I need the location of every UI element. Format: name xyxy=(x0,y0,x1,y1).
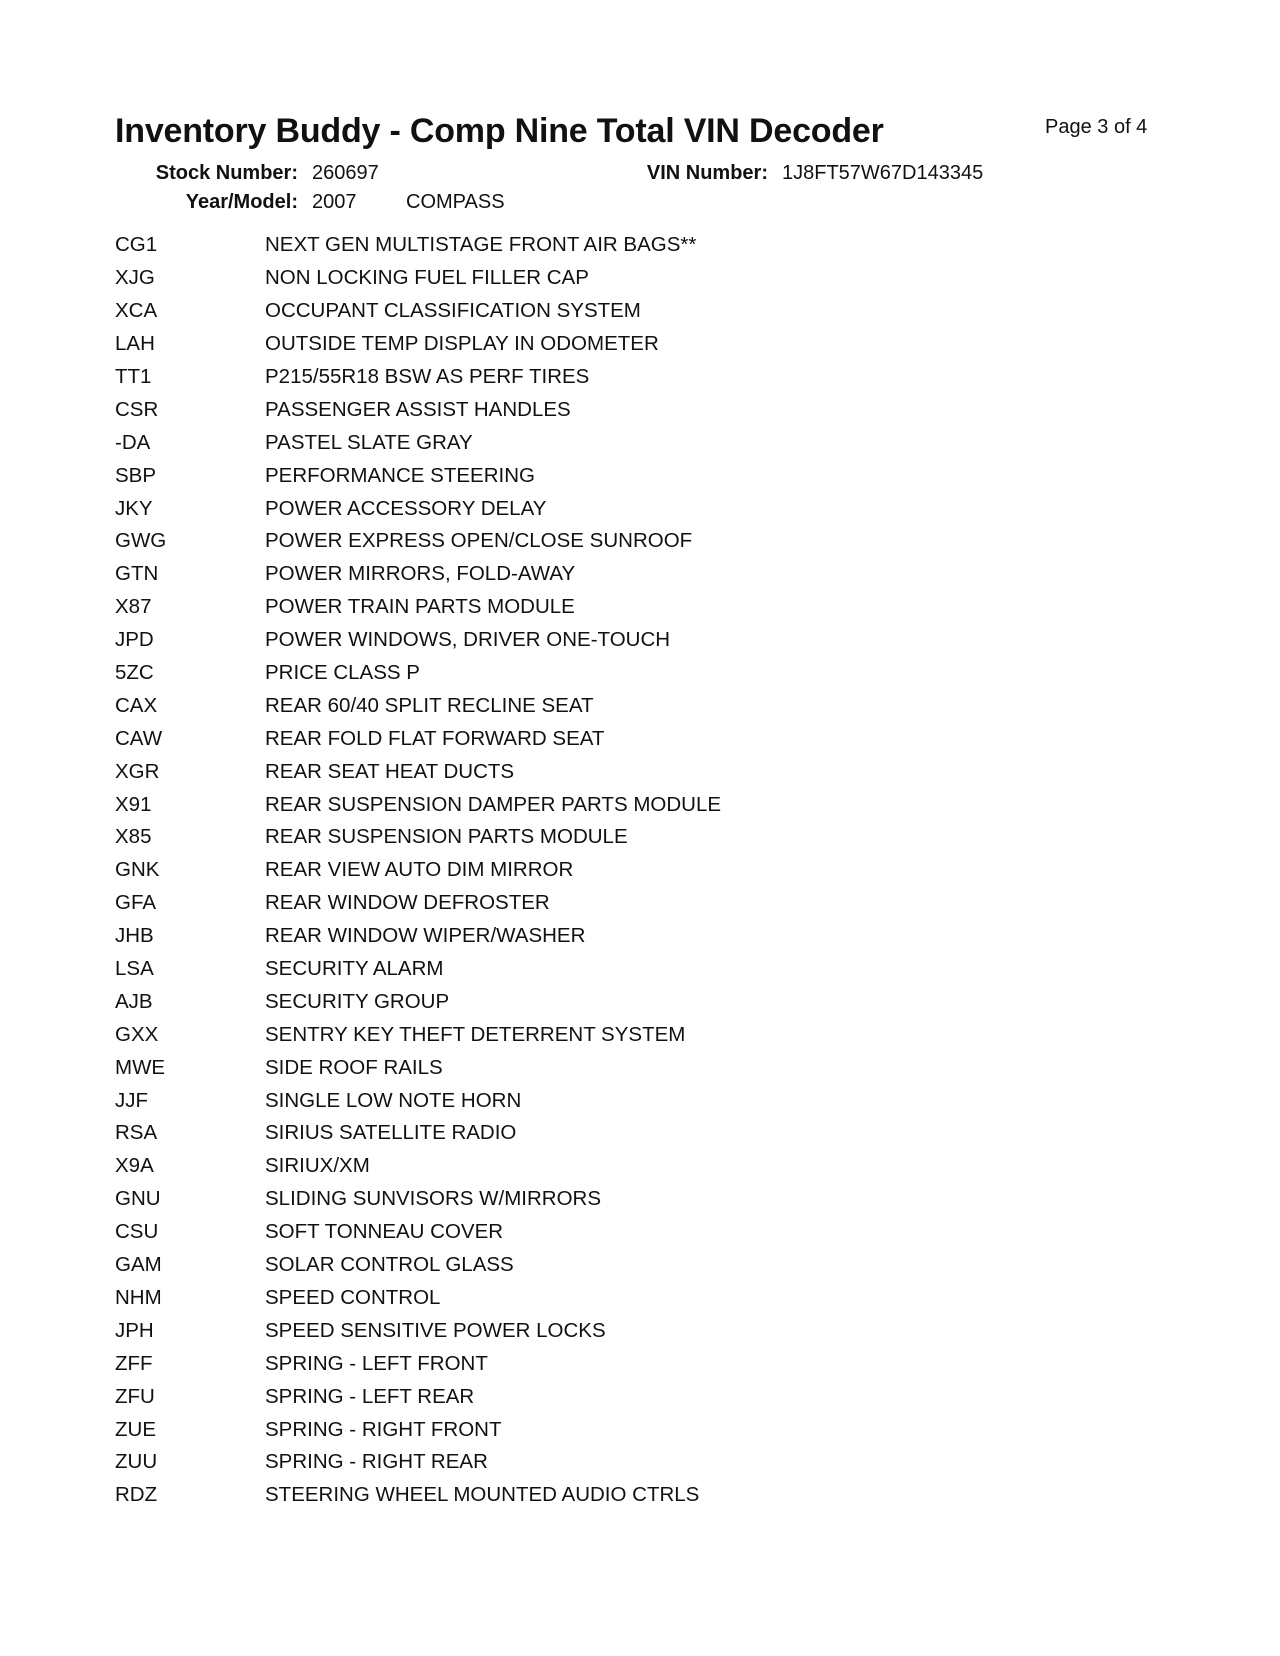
option-code: ZFF xyxy=(115,1351,153,1375)
document-title: Inventory Buddy - Comp Nine Total VIN Decoder xyxy=(115,112,884,150)
year-model-label-text: Year/Model: xyxy=(185,191,298,213)
option-description: SOFT TONNEAU COVER xyxy=(265,1220,504,1244)
option-code: X9A xyxy=(115,1154,154,1178)
option-description: SIDE ROOF RAILS xyxy=(265,1055,443,1079)
option-row xyxy=(115,1216,1015,1249)
option-code: SBP xyxy=(115,463,157,487)
option-code: X85 xyxy=(115,825,152,849)
option-row xyxy=(115,295,1015,328)
option-row xyxy=(115,755,1015,788)
option-description: POWER MIRRORS, FOLD-AWAY xyxy=(265,562,576,586)
option-code: GFA xyxy=(115,891,157,915)
option-row xyxy=(115,1380,1015,1413)
option-row xyxy=(115,1479,1015,1512)
option-code: RSA xyxy=(115,1121,158,1145)
option-code: JJF xyxy=(115,1088,149,1112)
option-description: SPRING - RIGHT FRONT xyxy=(265,1417,502,1441)
option-code: XGR xyxy=(115,759,160,783)
option-description: PASSENGER ASSIST HANDLES xyxy=(265,397,571,421)
option-row xyxy=(115,229,1015,262)
option-code: AJB xyxy=(115,989,153,1013)
option-row xyxy=(115,1018,1015,1051)
year-value: 2007 xyxy=(312,191,357,213)
option-row xyxy=(115,1051,1015,1084)
option-code: CG1 xyxy=(115,233,158,257)
option-code: GWG xyxy=(115,529,167,553)
option-description: REAR 60/40 SPLIT RECLINE SEAT xyxy=(265,693,594,717)
option-description: SPRING - RIGHT REAR xyxy=(265,1450,488,1474)
option-description: PASTEL SLATE GRAY xyxy=(265,430,473,454)
option-code: GAM xyxy=(115,1253,162,1277)
option-row xyxy=(115,262,1015,295)
option-row xyxy=(115,426,1015,459)
option-row xyxy=(115,1446,1015,1479)
option-code: ZUU xyxy=(115,1450,158,1474)
option-description: SOLAR CONTROL GLASS xyxy=(265,1253,514,1277)
stock-number-label xyxy=(156,162,298,185)
model-value: COMPASS xyxy=(406,191,505,213)
option-row xyxy=(115,525,1015,558)
option-code: ZFU xyxy=(115,1384,155,1408)
option-description: POWER ACCESSORY DELAY xyxy=(265,496,547,520)
option-code: -DA xyxy=(115,430,151,454)
option-row xyxy=(115,558,1015,591)
option-row xyxy=(115,1249,1015,1282)
option-code: X91 xyxy=(115,792,152,816)
option-code: GXX xyxy=(115,1022,159,1046)
option-description: SPEED SENSITIVE POWER LOCKS xyxy=(265,1318,606,1342)
option-row xyxy=(115,492,1015,525)
option-row xyxy=(115,657,1015,690)
option-description: PERFORMANCE STEERING xyxy=(265,463,535,487)
option-code: 5ZC xyxy=(115,661,154,685)
option-code: GNK xyxy=(115,858,160,882)
option-code: CSU xyxy=(115,1220,159,1244)
option-row xyxy=(115,1347,1015,1380)
option-row xyxy=(115,1084,1015,1117)
option-code: GNU xyxy=(115,1187,161,1211)
option-description: POWER EXPRESS OPEN/CLOSE SUNROOF xyxy=(265,529,693,553)
option-code: XJG xyxy=(115,266,155,290)
option-description: REAR VIEW AUTO DIM MIRROR xyxy=(265,858,574,882)
option-code: NHM xyxy=(115,1285,162,1309)
option-row xyxy=(115,985,1015,1018)
option-row xyxy=(115,821,1015,854)
option-row xyxy=(115,887,1015,920)
option-row xyxy=(115,854,1015,887)
option-code: CAW xyxy=(115,726,163,750)
option-row xyxy=(115,328,1015,361)
option-row xyxy=(115,920,1015,953)
option-description: OCCUPANT CLASSIFICATION SYSTEM xyxy=(265,299,641,323)
option-code: JPH xyxy=(115,1318,154,1342)
option-row xyxy=(115,1413,1015,1446)
option-row xyxy=(115,459,1015,492)
option-description: NEXT GEN MULTISTAGE FRONT AIR BAGS** xyxy=(265,233,697,257)
option-description: SIRIUX/XM xyxy=(265,1154,370,1178)
option-description: REAR SEAT HEAT DUCTS xyxy=(265,759,515,783)
option-row xyxy=(115,624,1015,657)
option-code: GTN xyxy=(115,562,159,586)
option-description: SECURITY ALARM xyxy=(265,957,444,981)
stock-number-value: 260697 xyxy=(312,162,379,184)
vin-number-label-text: VIN Number: xyxy=(646,162,768,184)
option-description: REAR WINDOW DEFROSTER xyxy=(265,891,550,915)
stock-number-label-text: Stock Number: xyxy=(155,162,298,184)
option-description: REAR FOLD FLAT FORWARD SEAT xyxy=(265,726,605,750)
option-description: SLIDING SUNVISORS W/MIRRORS xyxy=(265,1187,602,1211)
vin-number-label xyxy=(647,162,768,185)
option-row xyxy=(115,788,1015,821)
option-description: PRICE CLASS P xyxy=(265,661,420,685)
option-description: SINGLE LOW NOTE HORN xyxy=(265,1088,522,1112)
option-description: SPRING - LEFT REAR xyxy=(265,1384,475,1408)
option-row xyxy=(115,1282,1015,1315)
option-code: TT1 xyxy=(115,365,152,388)
option-code: JPD xyxy=(115,628,154,652)
option-description: SIRIUS SATELLITE RADIO xyxy=(265,1121,517,1145)
option-row xyxy=(115,689,1015,722)
vin-number-value: 1J8FT57W67D143345 xyxy=(782,162,984,184)
option-description: NON LOCKING FUEL FILLER CAP xyxy=(265,266,589,290)
option-row xyxy=(115,361,1015,394)
option-description: REAR SUSPENSION DAMPER PARTS MODULE xyxy=(265,792,722,816)
option-row xyxy=(115,722,1015,755)
option-code: JKY xyxy=(115,496,153,520)
option-description: SPEED CONTROL xyxy=(265,1285,441,1309)
year-model-label xyxy=(186,191,298,214)
option-row xyxy=(115,953,1015,986)
option-description: OUTSIDE TEMP DISPLAY IN ODOMETER xyxy=(265,332,659,356)
option-code: X87 xyxy=(115,595,152,619)
option-description: POWER WINDOWS, DRIVER ONE-TOUCH xyxy=(265,628,671,652)
option-row xyxy=(115,1183,1015,1216)
option-code: MWE xyxy=(115,1055,166,1079)
option-row xyxy=(115,1314,1015,1347)
option-description: SPRING - LEFT FRONT xyxy=(265,1351,488,1375)
page-number: Page 3 of 4 xyxy=(1045,116,1148,138)
option-description: REAR SUSPENSION PARTS MODULE xyxy=(265,825,628,849)
option-row xyxy=(115,1150,1015,1183)
option-description: POWER TRAIN PARTS MODULE xyxy=(265,595,575,619)
option-description: P215/55R18 BSW AS PERF TIRES xyxy=(265,365,590,388)
option-row xyxy=(115,1117,1015,1150)
option-code: XCA xyxy=(115,299,158,323)
option-code: LAH xyxy=(115,332,155,356)
option-code: CSR xyxy=(115,397,159,421)
option-description: STEERING WHEEL MOUNTED AUDIO CTRLS xyxy=(265,1483,700,1507)
option-code: CAX xyxy=(115,693,158,717)
option-code-list xyxy=(115,229,1015,1512)
option-description: SECURITY GROUP xyxy=(265,989,450,1013)
option-code: JHB xyxy=(115,924,154,948)
option-description: SENTRY KEY THEFT DETERRENT SYSTEM xyxy=(265,1022,686,1046)
option-description: REAR WINDOW WIPER/WASHER xyxy=(265,924,586,948)
option-row xyxy=(115,591,1015,624)
option-code: ZUE xyxy=(115,1417,156,1441)
option-row xyxy=(115,393,1015,426)
option-code: LSA xyxy=(115,957,154,981)
option-code: RDZ xyxy=(115,1483,158,1507)
